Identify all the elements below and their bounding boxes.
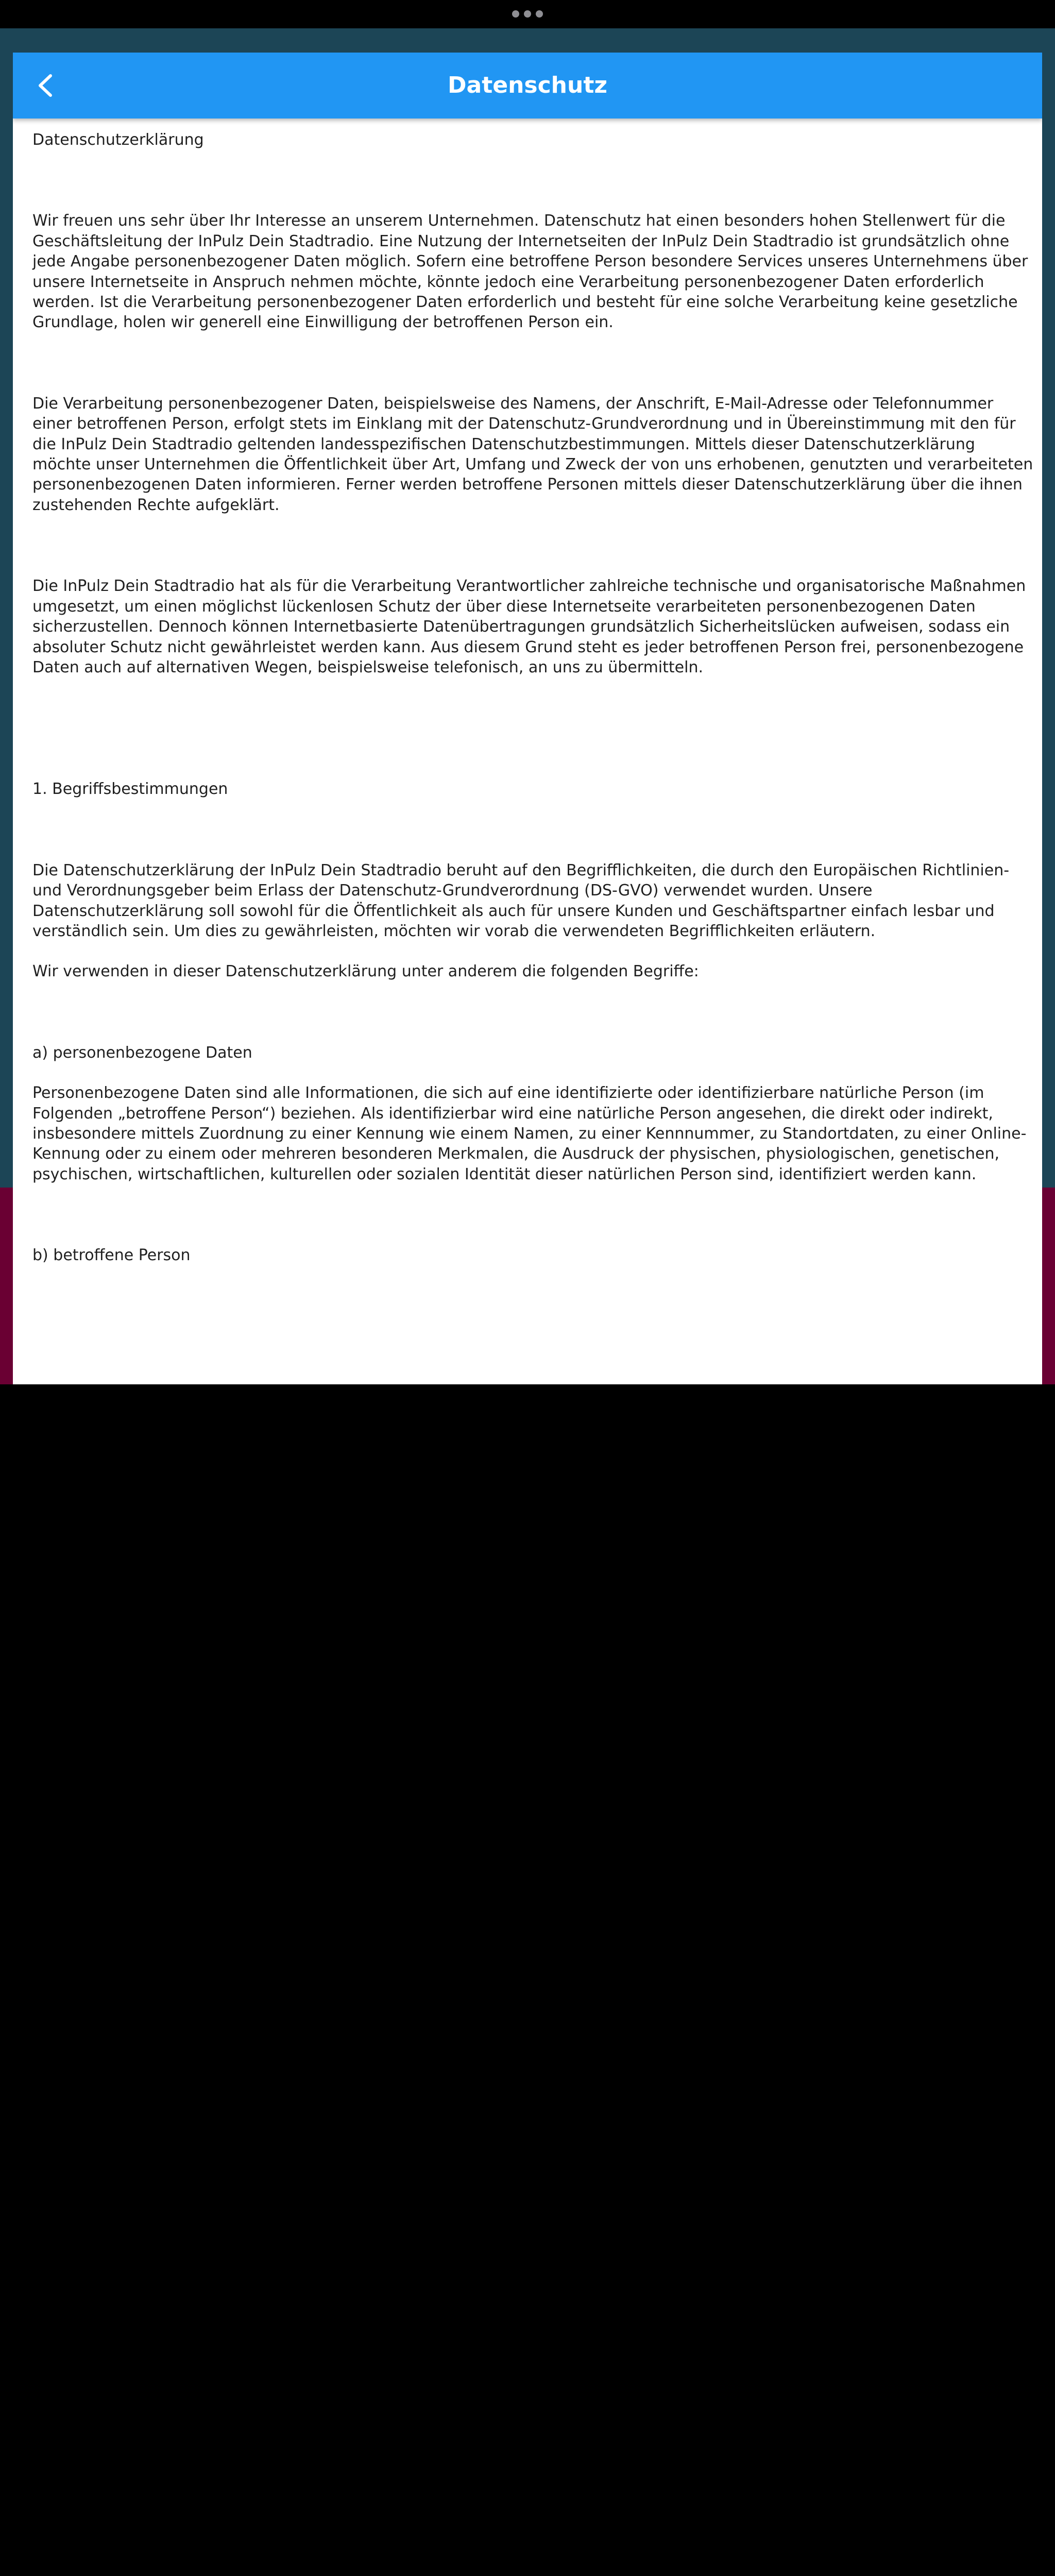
intro-paragraph-3: Die InPulz Dein Stadtradio hat als für die Verarbeitung Verantwortlicher zahlreiche technische und organisatorische Maßnahmen umgesetzt, um einen möglichst lückenlosen Schutz der über diese Internetseite verarbeiteten personenbezogenen Daten sicherzustellen. Dennoch können Internetbasierte Datenübertragungen grundsätzlich Sicherheitslücken aufweisen, sodass ein absoluter Schutz nicht gewährleistet werden kann. Aus diesem Grund steht es jeder betroffenen Person frei, personenbezogene Daten auch auf alternativen Wegen, beispielsweise telefonisch, an uns zu übermitteln. <box>32 577 1026 676</box>
app-bar <box>13 53 1042 118</box>
intro-paragraph-1: Wir freuen uns sehr über Ihr Interesse an unserem Unternehmen. Datenschutz hat einen besonders hohen Stellenwert für die Geschäftsleitung der InPulz Dein Stadtradio. Eine Nutzung der Internetseiten der InPulz Dein Stadtradio ist grundsätzlich ohne jede Angabe personenbezogener Daten möglich. Sofern eine betroffene Person besondere Services unseres Unternehmens über unsere Internetseite in Anspruch nehmen möchte, könnte jedoch eine Verarbeitung personenbezogener Daten erforderlich werden. Ist die Verarbeitung personenbezogener Daten erforderlich und besteht für eine solche Verarbeitung keine gesetzliche Grundlage, holen wir generell eine Einwilligung der betroffenen Person ein. <box>32 212 1028 332</box>
document-heading: Datenschutzerklärung <box>32 131 204 149</box>
section-1-body: Die Datenschutzerklärung der InPulz Dein Stadtradio beruht auf den Begrifflichkeiten, die durch den Europäischen Richtlinien- und Verordnungsgeber beim Erlass der Datenschutz-Grundverordnung (DS-GVO) verwendet wurden. Unsere Datenschutzerklärung soll sowohl für die Öffentlichkeit als auch für unsere Kunden und Geschäftspartner einfach lesbar und verständlich sein. Um dies zu gewährleisten, möchten wir vorab die verwendeten Begrifflichkeiten erläutern. <box>32 861 1010 940</box>
section-1-title: 1. Begriffsbestimmungen <box>32 780 228 799</box>
privacy-sheet <box>13 53 1042 1384</box>
bottom-bar <box>0 1384 1055 1408</box>
back-button[interactable] <box>27 68 62 103</box>
term-a-title: a) personenbezogene Daten <box>32 1043 252 1062</box>
chevron-left-icon <box>36 73 54 98</box>
status-bar <box>0 0 1055 28</box>
page-title: Datenschutz <box>448 72 607 98</box>
section-1-lead: Wir verwenden in dieser Datenschutzerklärung unter anderem die folgenden Begriffe: <box>32 962 699 981</box>
multitasking-dots-icon[interactable] <box>512 10 543 18</box>
intro-paragraph-2: Die Verarbeitung personenbezogener Daten, beispielsweise des Namens, der Anschrift, E-Mail-Adresse oder Telefonnummer einer betroffenen Person, erfolgt stets im Einklang mit der Datenschutz-Grundverordnung und in Übereinstimmung mit den für die InPulz Dein Stadtradio geltenden landesspezifischen Datenschutzbestimmungen. Mittels dieser Datenschutzerklärung möchte unser Unternehmen die Öffentlichkeit über Art, Umfang und Zweck der von uns erhobenen, genutzten und verarbeiteten personenbezogenen Daten informieren. Ferner werden betroffene Personen mittels dieser Datenschutzerklärung über die ihnen zustehenden Rechte aufgeklärt. <box>32 394 1033 514</box>
term-b-title: b) betroffene Person <box>32 1246 191 1265</box>
term-a-body: Personenbezogene Daten sind alle Informationen, die sich auf eine identifizierte oder identifizierbare natürliche Person (im Folgenden „betroffene Person“) beziehen. Als identifizierbar wird eine natürliche Person angesehen, die direkt oder indirekt, insbesondere mittels Zuordnung zu einer Kennung wie einem Namen, zu einer Kennnummer, zu Standortdaten, zu einer Online-Kennung oder zu einem oder mehreren besonderen Merkmalen, die Ausdruck der physischen, physiologischen, genetischen, psychischen, wirtschaftlichen, kulturellen oder sozialen Identität dieser natürlichen Person sind, identifiziert werden kann. <box>32 1084 1027 1183</box>
privacy-text <box>32 118 1034 1266</box>
